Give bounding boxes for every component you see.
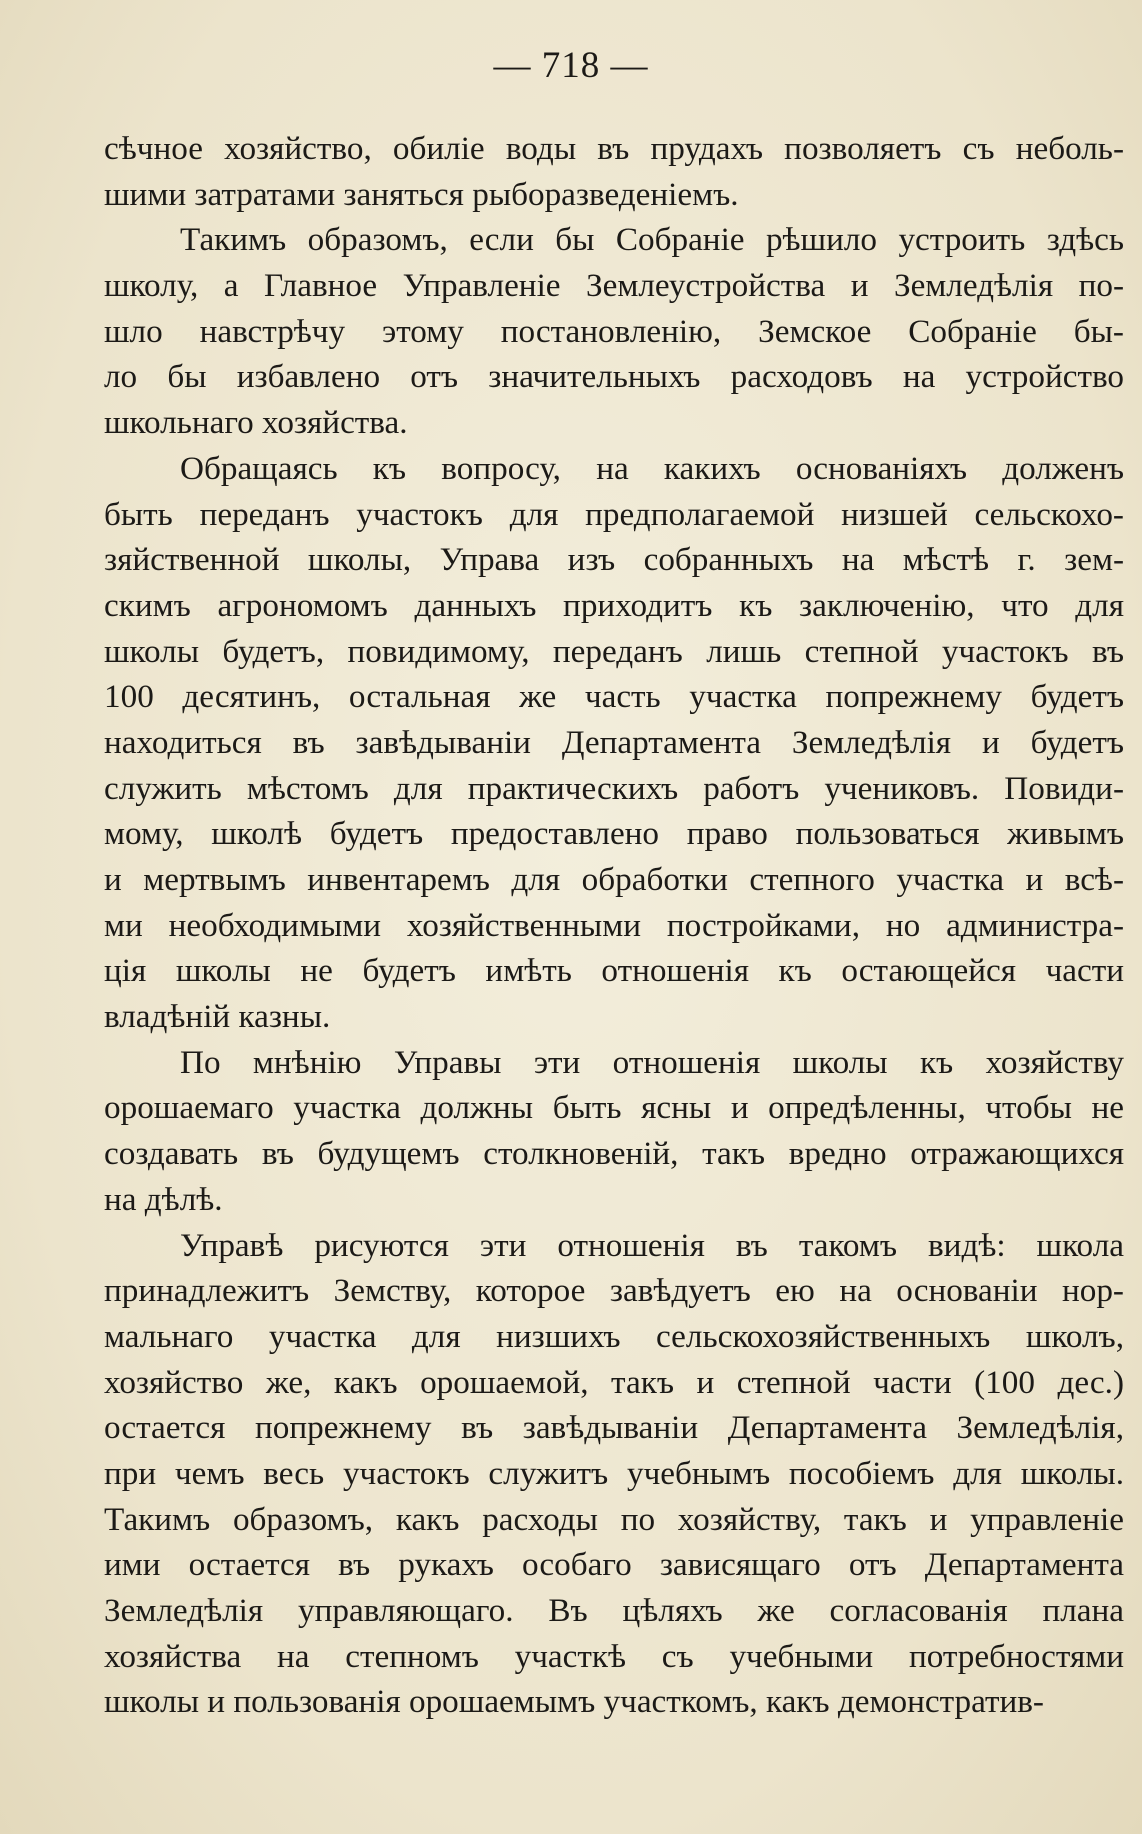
- body-text: [104, 126, 1124, 1725]
- text-line: сѣчное хозяйство, обиліе воды въ прудахъ позволяетъ съ неболь-: [104, 130, 1124, 167]
- text-line: школы будетъ, повидимому, переданъ лишь степной участокъ въ: [104, 632, 1124, 670]
- text-line: создавать въ будущемъ столкновеній, такъ вредно отражающихся: [104, 1135, 1124, 1173]
- page-number: — 718 —: [493, 45, 649, 86]
- text-line: служить мѣстомъ для практическихъ работъ учениковъ. Повиди-: [104, 769, 1124, 807]
- text-line: зяйственной школы, Управа изъ собранныхъ на мѣстѣ г. зем-: [104, 541, 1124, 579]
- text-line: шло навстрѣчу этому постановленію, Земское Собраніе бы-: [104, 312, 1124, 350]
- text-line: остается попрежнему въ завѣдываніи Департамента Земледѣлія,: [104, 1409, 1124, 1447]
- text-line: на дѣлѣ.: [104, 1180, 223, 1218]
- text-line: орошаемаго участка должны быть ясны и опредѣленны, чтобы не: [104, 1089, 1124, 1127]
- text-line: владѣній казны.: [104, 998, 331, 1036]
- text-line: ми необходимыми хозяйственными постройками, но администра-: [104, 906, 1124, 944]
- text-line: хозяйство же, какъ орошаемой, такъ и степной части (100 дес.): [104, 1363, 1124, 1401]
- text-line: Земледѣлія управляющаго. Въ цѣляхъ же согласованія плана: [104, 1592, 1124, 1629]
- text-line: находиться въ завѣдываніи Департамента Земледѣлія и будетъ: [104, 723, 1124, 761]
- text-line: Управѣ рисуются эти отношенія въ такомъ видѣ: школа: [180, 1226, 1124, 1264]
- text-line: при чемъ весь участокъ служитъ учебнымъ пособіемъ для школы.: [104, 1454, 1124, 1492]
- paragraph: [104, 446, 1124, 1040]
- text-line: Такимъ образомъ, какъ расходы по хозяйству, такъ и управленіе: [104, 1500, 1124, 1538]
- paragraph: [104, 1223, 1124, 1726]
- paragraph: [104, 217, 1124, 445]
- text-line: мому, школѣ будетъ предоставлено право пользоваться живымъ: [104, 815, 1124, 853]
- text-line: и мертвымъ инвентаремъ для обработки степного участка и всѣ-: [104, 861, 1124, 898]
- text-line: школы и пользованія орошаемымъ участкомъ, какъ демонстратив-: [104, 1683, 1044, 1721]
- paragraph: [104, 1040, 1124, 1223]
- text-line: шими затратами заняться рыборазведеніемъ.: [104, 175, 739, 213]
- text-line: принадлежитъ Земству, которое завѣдуетъ ею на основаніи нор-: [104, 1272, 1124, 1310]
- text-line: 100 десятинъ, остальная же часть участка попрежнему будетъ: [104, 678, 1124, 716]
- text-line: мальнаго участка для низшихъ сельскохозяйственныхъ школъ,: [104, 1317, 1124, 1355]
- paragraph: [104, 126, 1124, 217]
- text-line: Такимъ образомъ, если бы Собраніе рѣшило устроить здѣсь: [180, 221, 1124, 259]
- text-line: школьнаго хозяйства.: [104, 404, 408, 442]
- text-line: быть переданъ участокъ для предполагаемой низшей сельскохо-: [104, 495, 1124, 533]
- text-line: ими остается въ рукахъ особаго зависящаго отъ Департамента: [104, 1546, 1124, 1584]
- text-line: ло бы избавлено отъ значительныхъ расходовъ на устройство: [104, 358, 1124, 396]
- text-line: ція школы не будетъ имѣть отношенія къ остающейся части: [104, 952, 1124, 990]
- text-line: По мнѣнію Управы эти отношенія школы къ хозяйству: [180, 1043, 1124, 1081]
- text-line: хозяйства на степномъ участкѣ съ учебными потребностями: [104, 1637, 1124, 1675]
- text-line: школу, а Главное Управленіе Землеустройства и Земледѣлія по-: [104, 267, 1124, 305]
- text-line: Обращаясь къ вопросу, на какихъ основаніяхъ долженъ: [180, 449, 1124, 487]
- text-line: скимъ агрономомъ данныхъ приходитъ къ заключенію, что для: [104, 586, 1124, 624]
